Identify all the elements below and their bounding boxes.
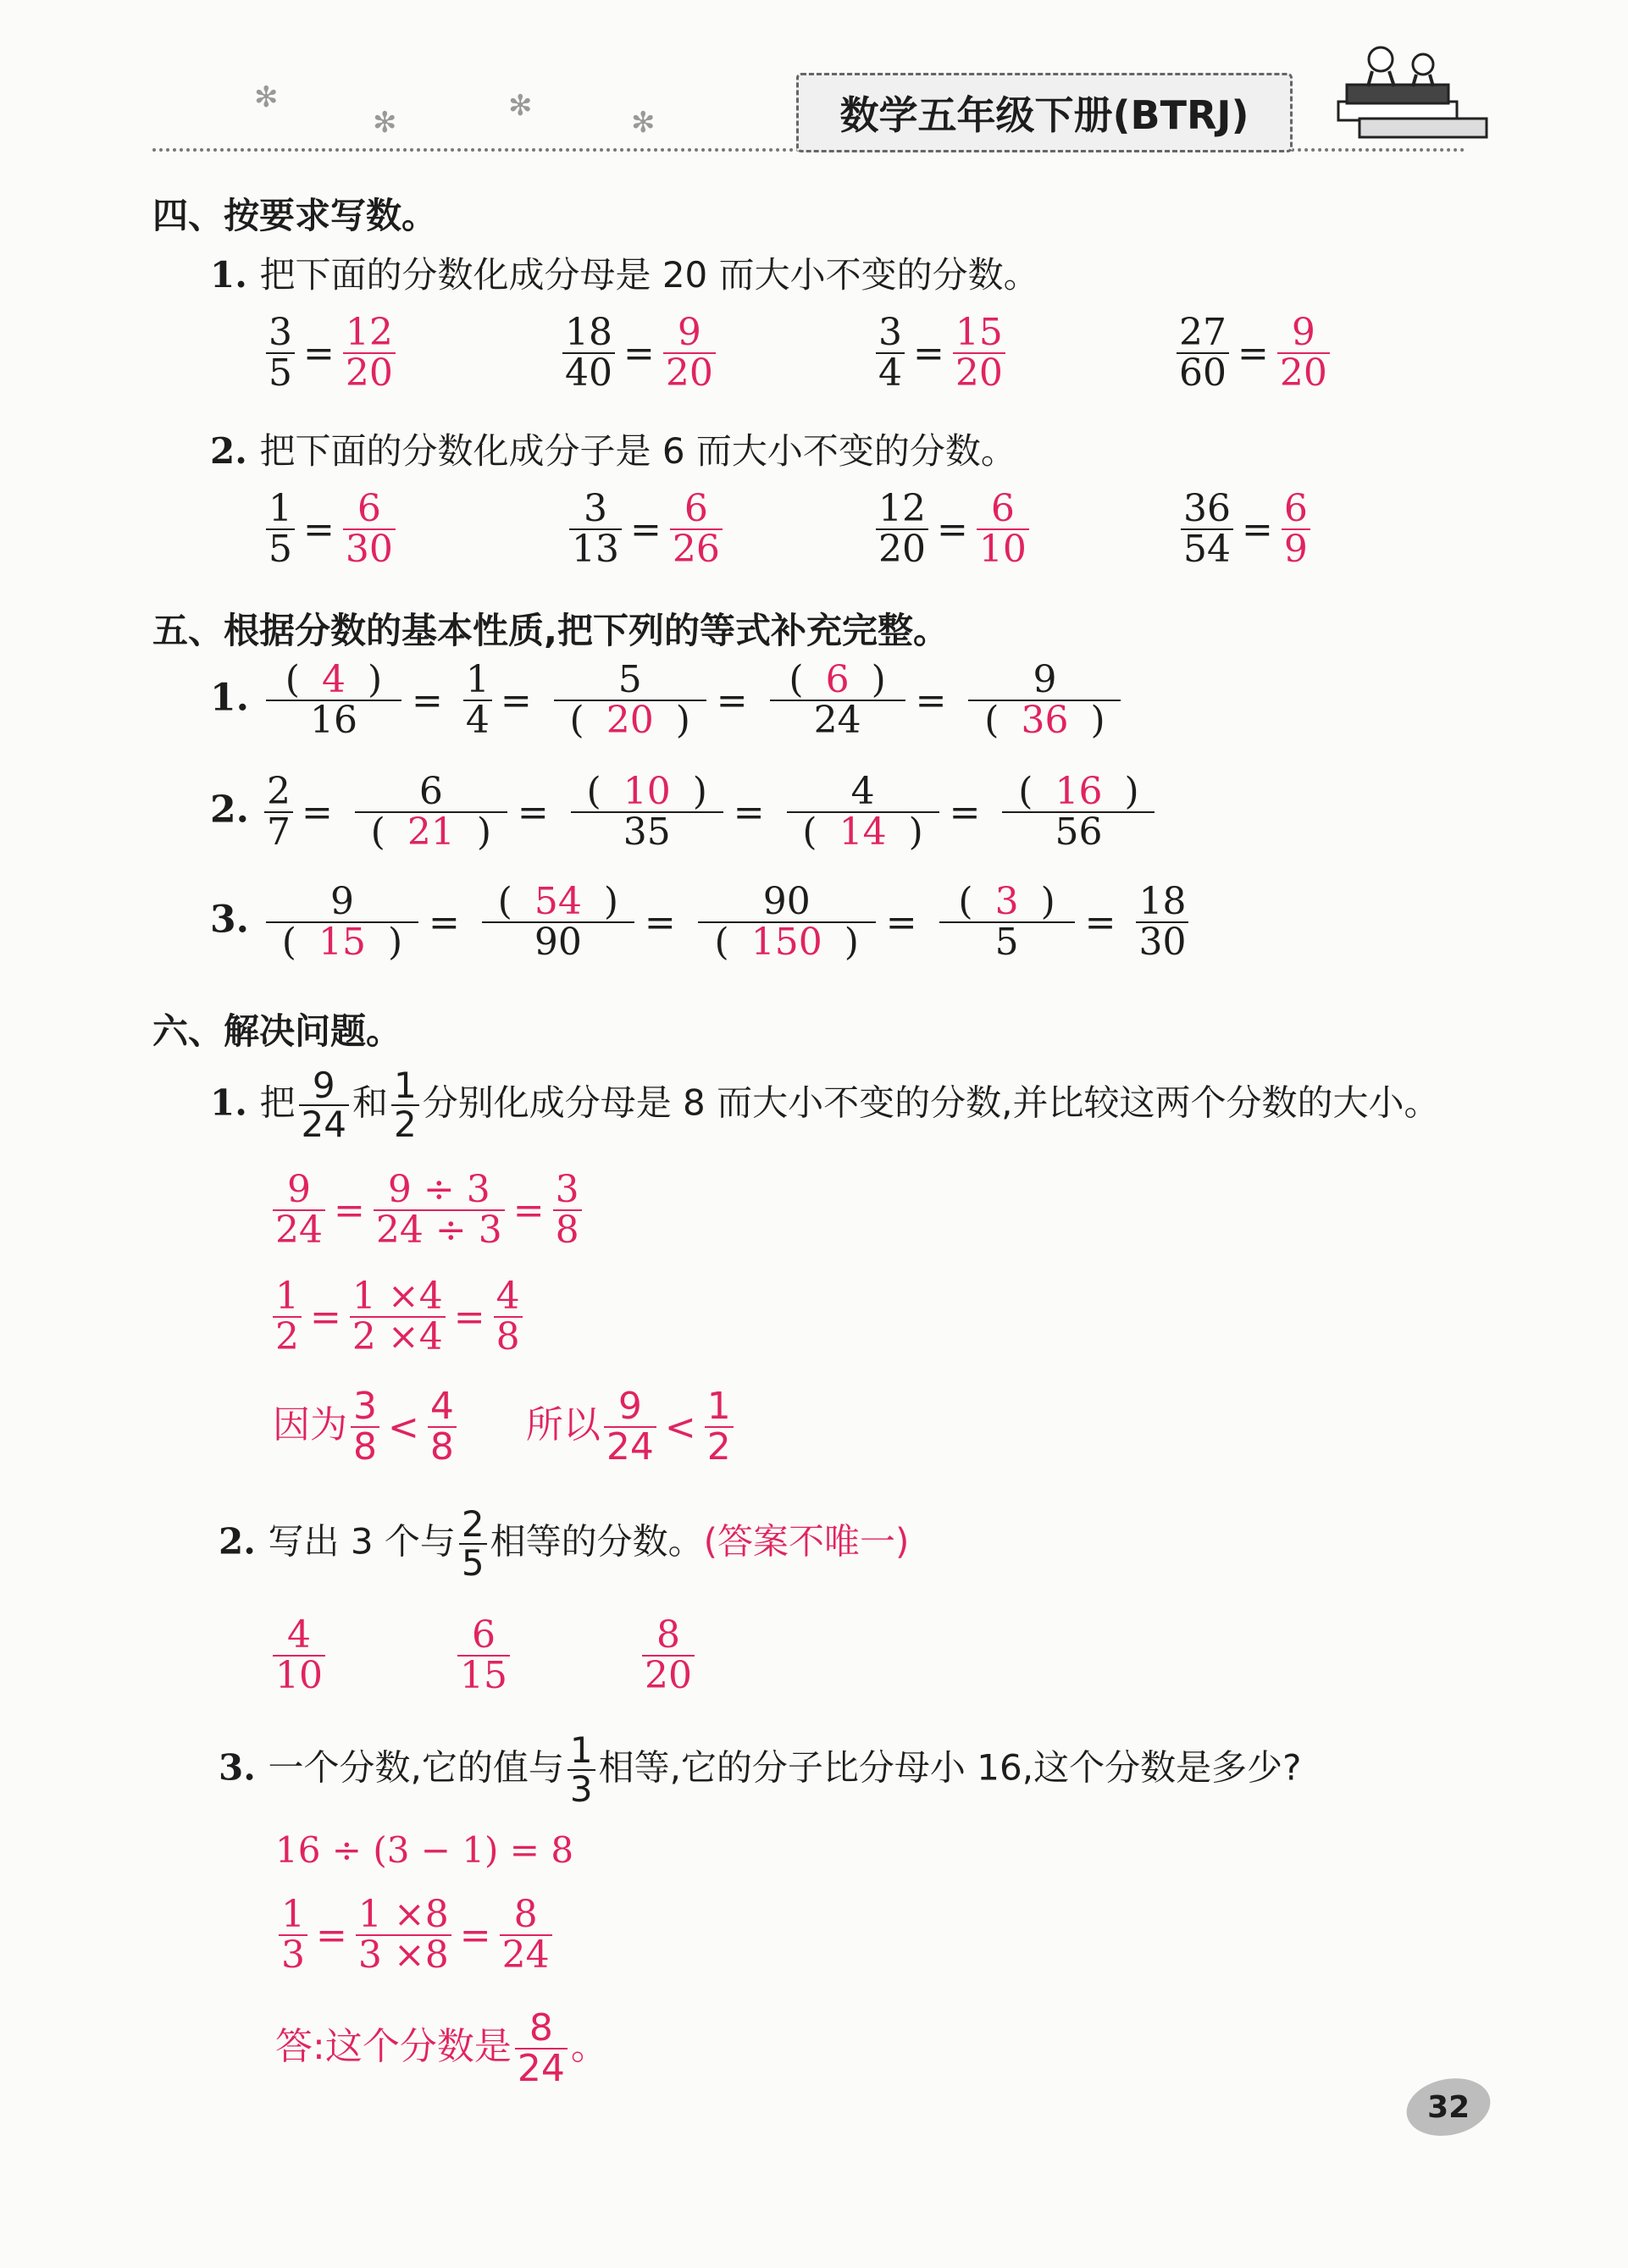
book-stack-illustration — [1321, 34, 1491, 152]
s4-q1-item: $\frac{3}{5}$ = $\frac{12}{20}$ — [263, 313, 399, 393]
s6-q2-answers: $\frac{4}{10}$ $\frac{6}{15}$ $\frac{8}{20}$ — [269, 1616, 698, 1695]
star-icon: ✻ — [631, 106, 656, 140]
star-icon: ✻ — [508, 89, 533, 123]
header-title-box — [796, 73, 1293, 152]
question-number: 1 — [210, 254, 235, 296]
s6-q3-text: 3. 一个分数,它的值与 $\frac{1}{3}$ 相等,它的分子比分母小 16,这个分数是多少? — [219, 1729, 1302, 1811]
s4-q1-text: 1. 把下面的分数化成分母是 20 而大小不变的分数。 — [210, 254, 1039, 296]
s4-q1-item: $\frac{27}{60}$ = $\frac{9}{20}$ — [1173, 313, 1333, 393]
page-number: 32 — [1426, 2089, 1470, 2125]
s6-q3-line-1: 16 ÷ (3 − 1) = 8 — [275, 1829, 574, 1871]
header-title: 数学五年级下册(BTRJ) — [839, 92, 1249, 138]
s4-q1-item: $\frac{3}{4}$ = $\frac{15}{20}$ — [872, 313, 1009, 393]
s6-q1-step-1: $\frac{9}{24}$ = $\frac{9 \div 3}{24 \div 3}$ = $\frac{3}{8}$ — [269, 1170, 585, 1250]
question-text: 把下面的分数化成分母是 20 而大小不变的分数。 — [259, 254, 1039, 296]
s5-row-3: 3. 9 ( 15 ) = ( 54 ) 90 = 90 ( 150 ) = ( 3 ) 5 = $\frac{18}{30}$ — [210, 882, 1192, 962]
page-number-badge — [1401, 2071, 1496, 2143]
s6-q1-conclusion: 因为 $\frac{3}{8}$ < $\frac{4}{8}$ 所以 $\frac{9}{24}$ < $\frac{1}{2}$ — [273, 1387, 737, 1467]
s6-q3-answer: 答:这个分数是 $\frac{8}{24}$ 。 — [275, 2006, 608, 2091]
question-text: 把下面的分数化成分子是 6 而大小不变的分数。 — [259, 430, 1016, 472]
s4-q2-item: $\frac{36}{54}$ = $\frac{6}{9}$ — [1177, 490, 1314, 569]
section-4-title: 四、按要求写数。 — [152, 195, 438, 236]
note: (答案不唯一) — [703, 1520, 910, 1563]
s4-q1-item: $\frac{18}{40}$ = $\frac{9}{20}$ — [559, 313, 719, 393]
s6-q1-step-2: $\frac{1}{2}$ = $\frac{1 \times 4}{2 \times 4}$ = $\frac{4}{8}$ — [269, 1277, 526, 1357]
star-icon: ✻ — [254, 80, 279, 114]
s4-q2-text: 2. 把下面的分数化成分子是 6 而大小不变的分数。 — [210, 430, 1016, 472]
s4-q2-item: $\frac{1}{5}$ = $\frac{6}{30}$ — [263, 490, 399, 569]
s6-q2-text: 2. 写出 3 个与 $\frac{2}{5}$ 相等的分数。(答案不唯一) — [219, 1503, 910, 1585]
s6-q3-step: $\frac{1}{3}$ = $\frac{1 \times 8}{3 \times 8}$ = $\frac{8}{24}$ — [275, 1895, 556, 1975]
s4-q2-item: $\frac{3}{13}$ = $\frac{6}{26}$ — [566, 490, 726, 569]
section-5-title: 五、根据分数的基本性质,把下列的等式补充完整。 — [152, 610, 949, 651]
section-6-title: 六、解决问题。 — [152, 1010, 402, 1052]
s6-q1-text: 1. 把 $\frac{9}{24}$ 和 $\frac{1}{2}$ 分别化成分母是 8 而大小不变的分数,并比较这两个分数的大小。 — [210, 1065, 1440, 1146]
s5-row-2: 2. $\frac{2}{7}$ = 6 ( 21 ) = ( 10 ) 35 = 4 ( 14 ) = ( 16 ) 56 — [210, 772, 1160, 852]
s5-row-1: 1. ( 4 ) 16 = $\frac{1}{4}$ = 5 ( 20 ) = ( 6 ) 24 = 9 ( 36 ) — [210, 661, 1126, 740]
star-icon: ✻ — [373, 106, 397, 140]
s4-q2-item: $\frac{12}{20}$ = $\frac{6}{10}$ — [872, 490, 1033, 569]
